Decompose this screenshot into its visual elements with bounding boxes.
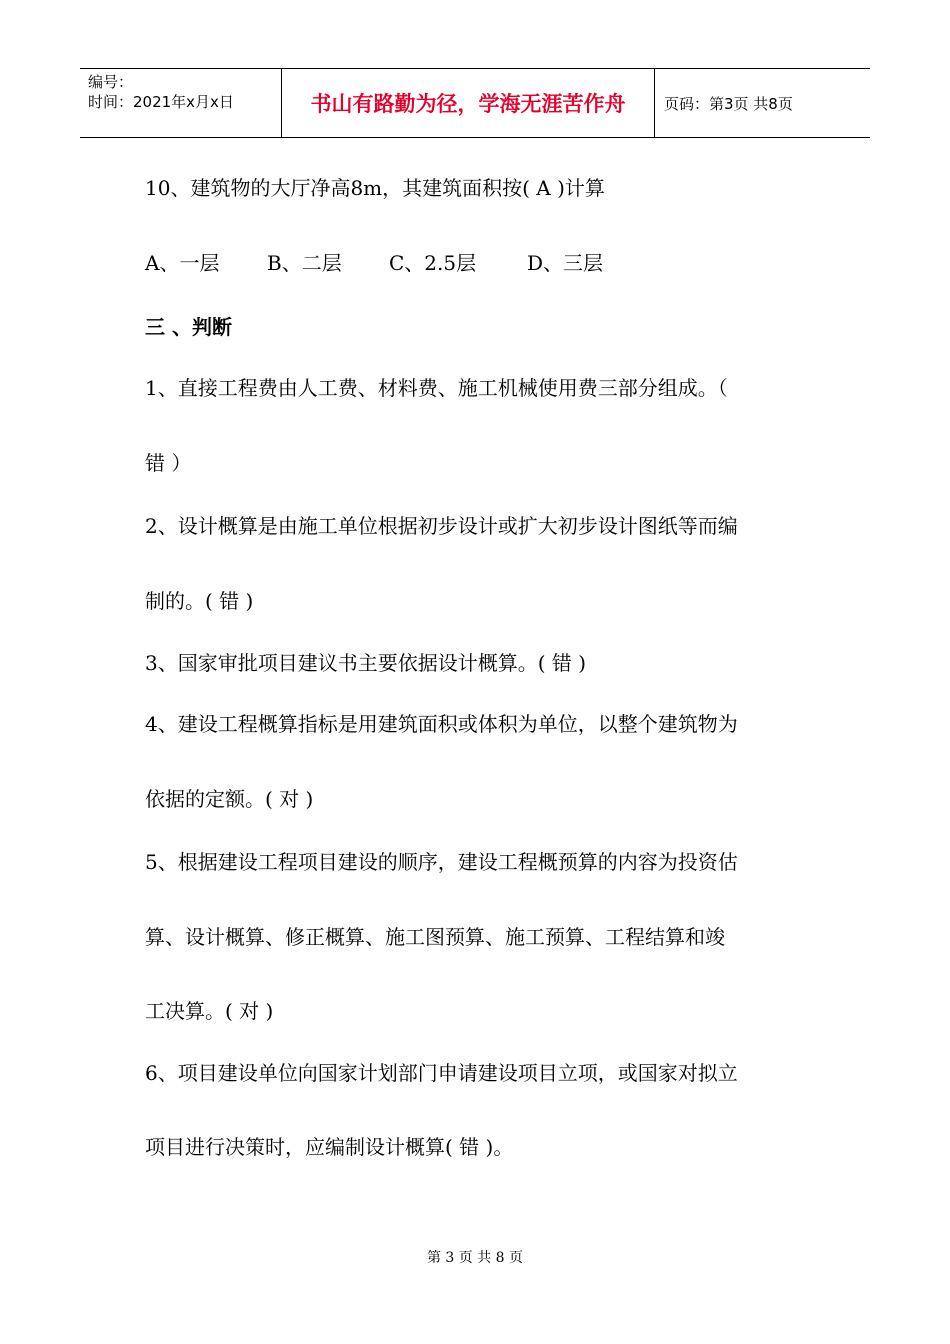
judgment-5-line-1: 5、根据建设工程项目建设的顺序，建设工程概预算的内容为投资估 [145,850,738,874]
judgment-2-line-1: 2、设计概算是由施工单位根据初步设计或扩大初步设计图纸等而编 [145,514,738,538]
judgment-4-line-2: 依据的定额。( 对 ) [145,787,314,811]
judgment-3-line-1: 3、国家审批项目建议书主要依据设计概算。( 错 ) [145,651,587,675]
judgment-4-line-1: 4、建设工程概算指标是用建筑面积或体积为单位，以整个建筑物为 [145,712,738,736]
judgment-2-line-2: 制的。( 错 ) [145,589,254,613]
judgment-5-line-3: 工决算。( 对 ) [145,999,274,1023]
header-meta [88,72,234,112]
section-title: 三 、判断 [145,315,232,339]
header-time-label: 时间：2021年x月x日 [88,93,234,111]
option-d: D、三层 [527,251,604,275]
question-10-options [145,247,603,276]
question-10: 10、建筑物的大厅净高8m，其建筑面积按( A )计算 [145,176,605,200]
header-divider [654,69,655,137]
option-c: C、2.5层 [389,251,477,275]
option-a: A、一层 [145,251,220,275]
judgment-6-line-2: 项目进行决策时，应编制设计概算( 错 )。 [145,1135,514,1159]
header-motto: 书山有路勤为径，学海无涯苦作舟 [310,92,626,116]
judgment-5-line-2: 算、设计概算、修正概算、施工图预算、施工预算、工程结算和竣 [145,925,725,949]
option-b: B、二层 [267,251,342,275]
header-page-info: 页码：第3页 共8页 [664,94,793,113]
header-number-label: 编号： [88,73,134,91]
page-footer: 第 3 页 共 8 页 [426,1250,524,1266]
judgment-1-line-1: 1、直接工程费由人工费、材料费、施工机械使用费三部分组成。（ [145,376,728,400]
page-header [80,68,870,138]
judgment-6-line-1: 6、项目建设单位向国家计划部门申请建设项目立项，或国家对拟立 [145,1061,738,1085]
judgment-1-line-2: 错 ） [145,451,192,475]
